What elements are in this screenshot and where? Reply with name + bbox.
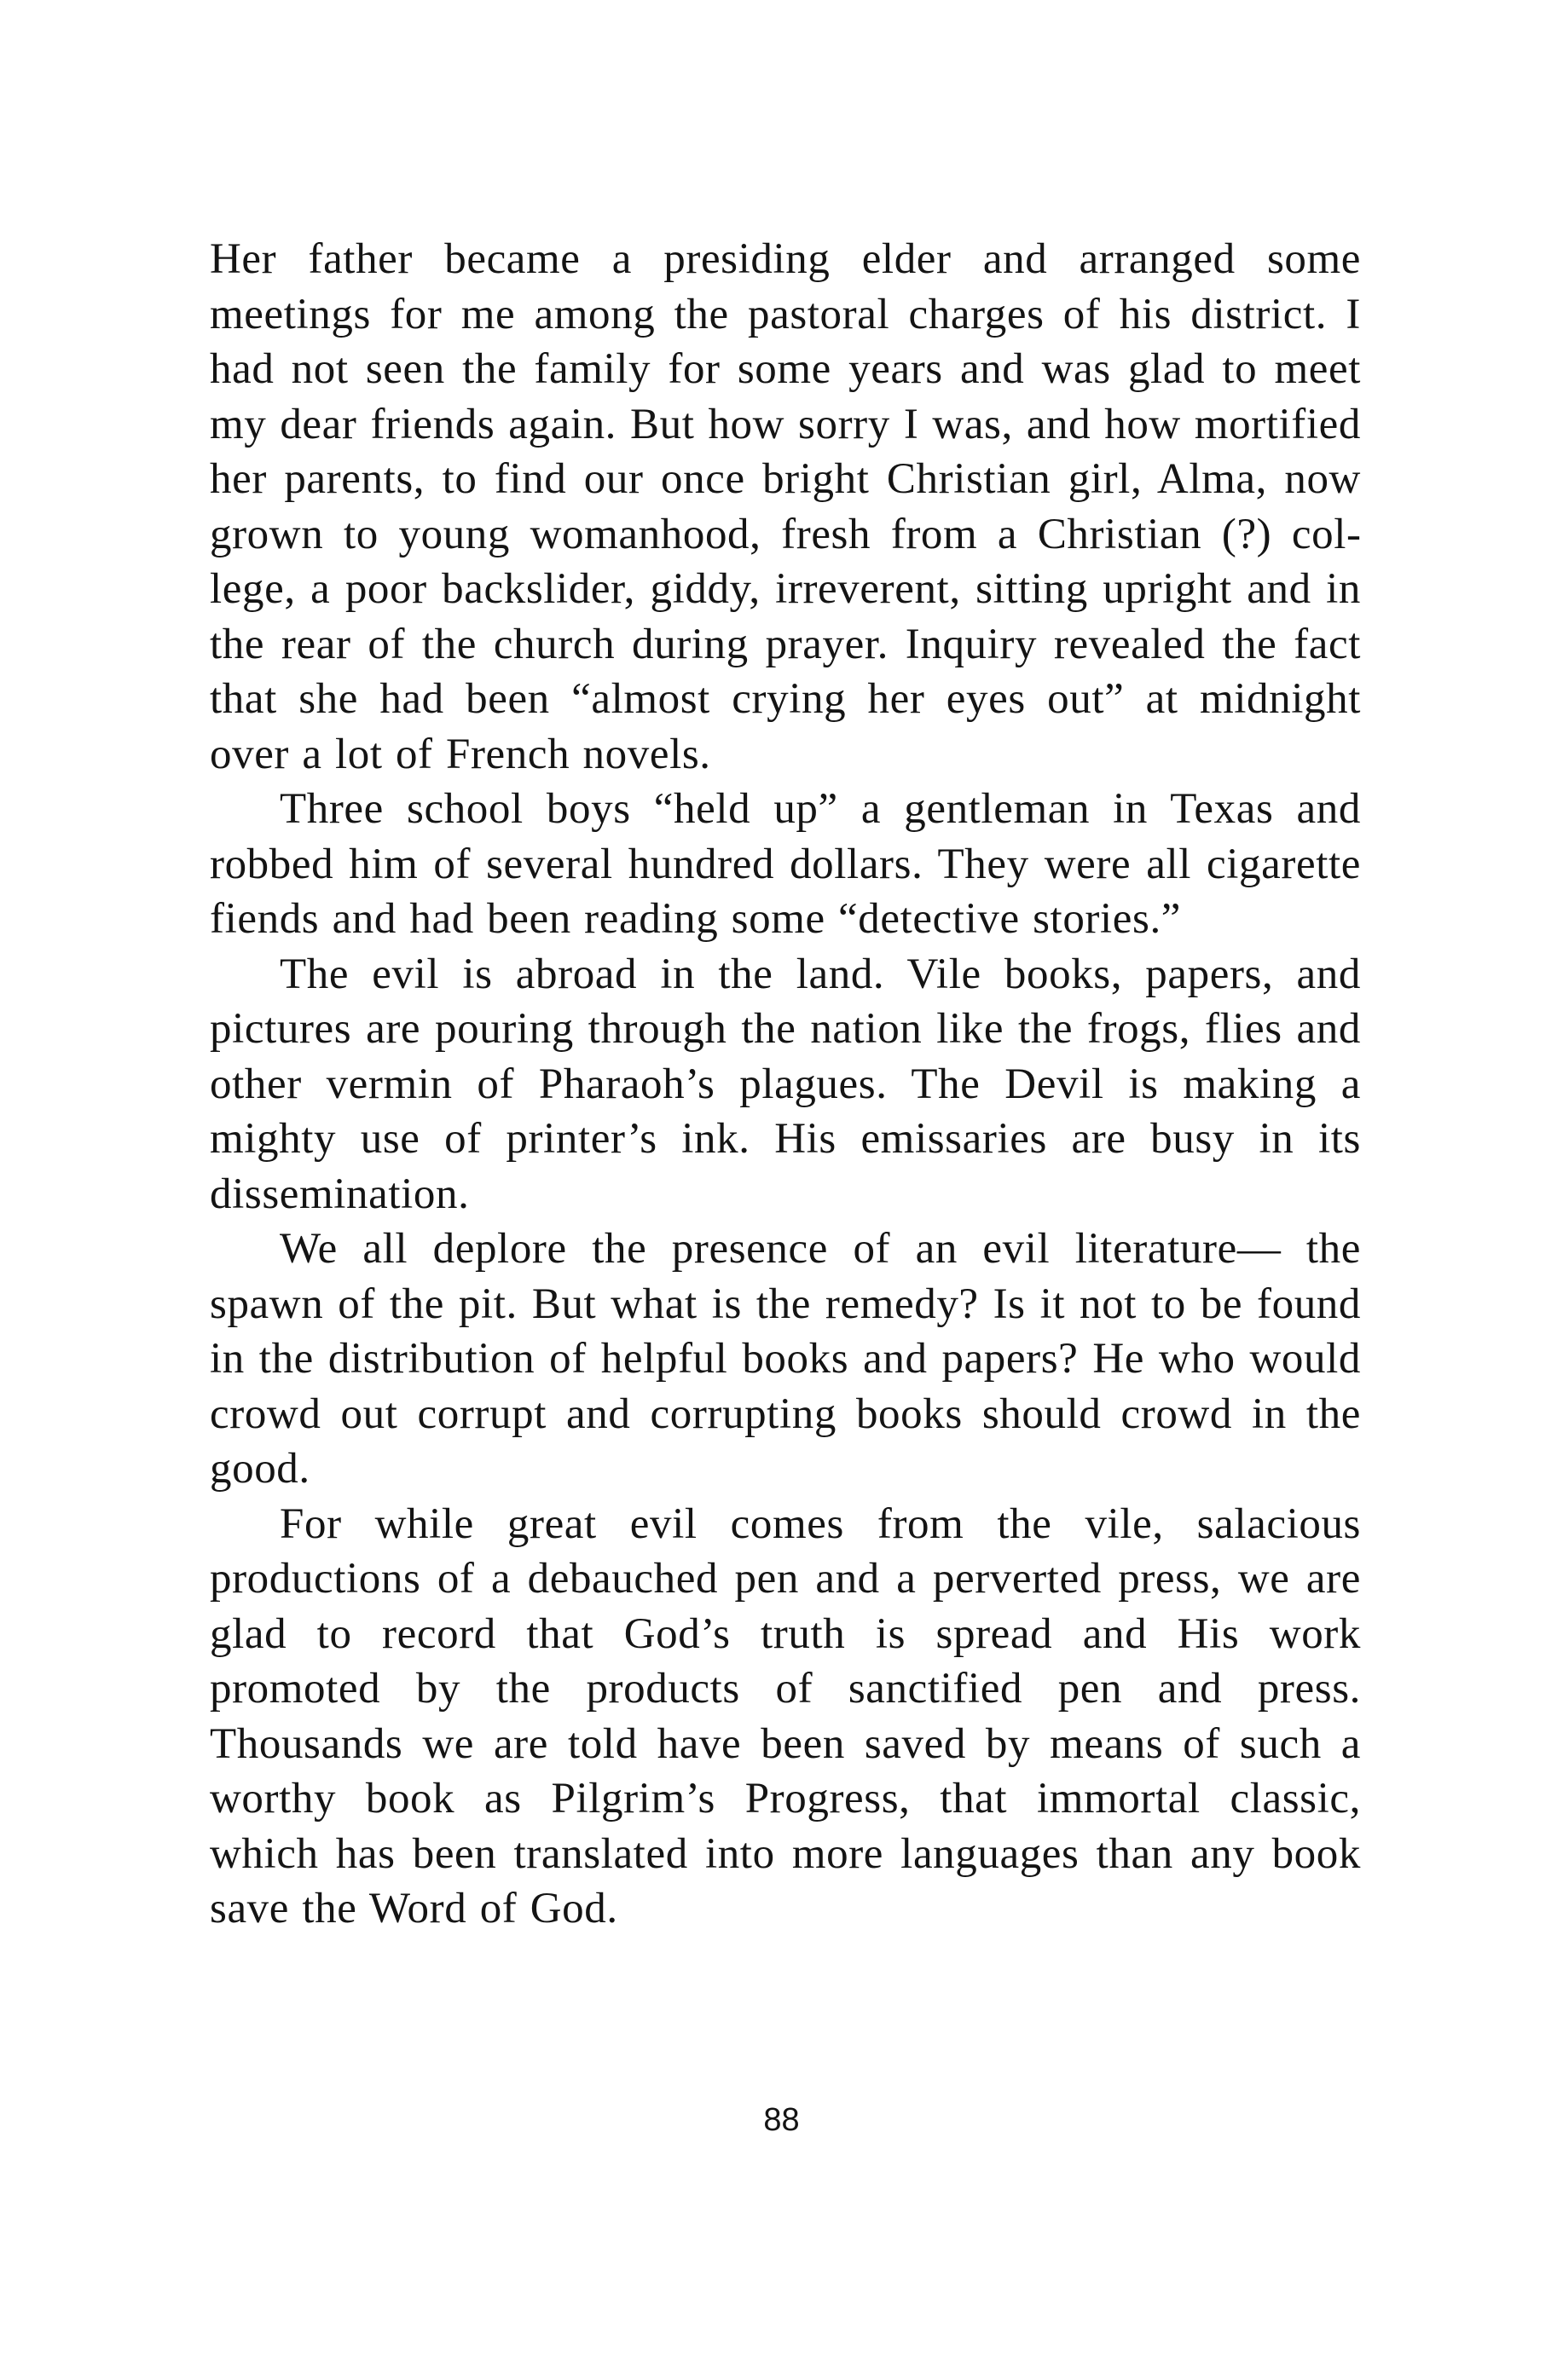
paragraph-remedy: We all deplore the presence of an evil literature— the spawn of the pit. But what is the remedy? Is it not to be found in the distribution of helpful books and papers? He who would crowd out corrupt and corrupting books should crowd in the good. bbox=[210, 1225, 1361, 1493]
paragraph-sanctified-press: For while great evil comes from the vile, salacious productions of a debauched pen and a perverted press, we are glad to record that God’s truth is spread and His work promoted by the products of sanctified pen and press. Thousands we are told have been saved by means of such a worthy book as Pilgrim’s Progress, that immortal classic, which has been translated into more languages than any book save the Word of God. bbox=[210, 1499, 1361, 1932]
paragraph-alma-backslider: Her father became a presiding elder and arranged some meetings for me among the pastoral charges of his district. I had not seen the family for some years and was glad to meet my dear friends again. But how sorry I was, and how mortified her parents, to find our once bright Christian girl, Alma, now grown to young womanhood, fresh from a Christian (?) college, a poor backslider, giddy, irreverent, sitting upright and in the rear of the church during prayer. Inquiry revealed the fact that she had been “almost crying her eyes out” at midnight over a lot of French novels. bbox=[210, 235, 1361, 778]
page-number: 88 bbox=[763, 2102, 800, 2138]
paragraph-evil-abroad: The evil is abroad in the land. Vile books, papers, and pictures are pouring through the nation like the frogs, flies and other vermin of Pharaoh’s plagues. The Devil is making a mighty use of printer’s ink. His emissaries are busy in its dissemination. bbox=[210, 950, 1361, 1218]
paragraph-school-boys: Three school boys “held up” a gentleman in Texas and robbed him of several hundred dollars. They were all cigarette fiends and had been reading some “detective stories.” bbox=[210, 785, 1361, 943]
body-text bbox=[210, 232, 1361, 1937]
